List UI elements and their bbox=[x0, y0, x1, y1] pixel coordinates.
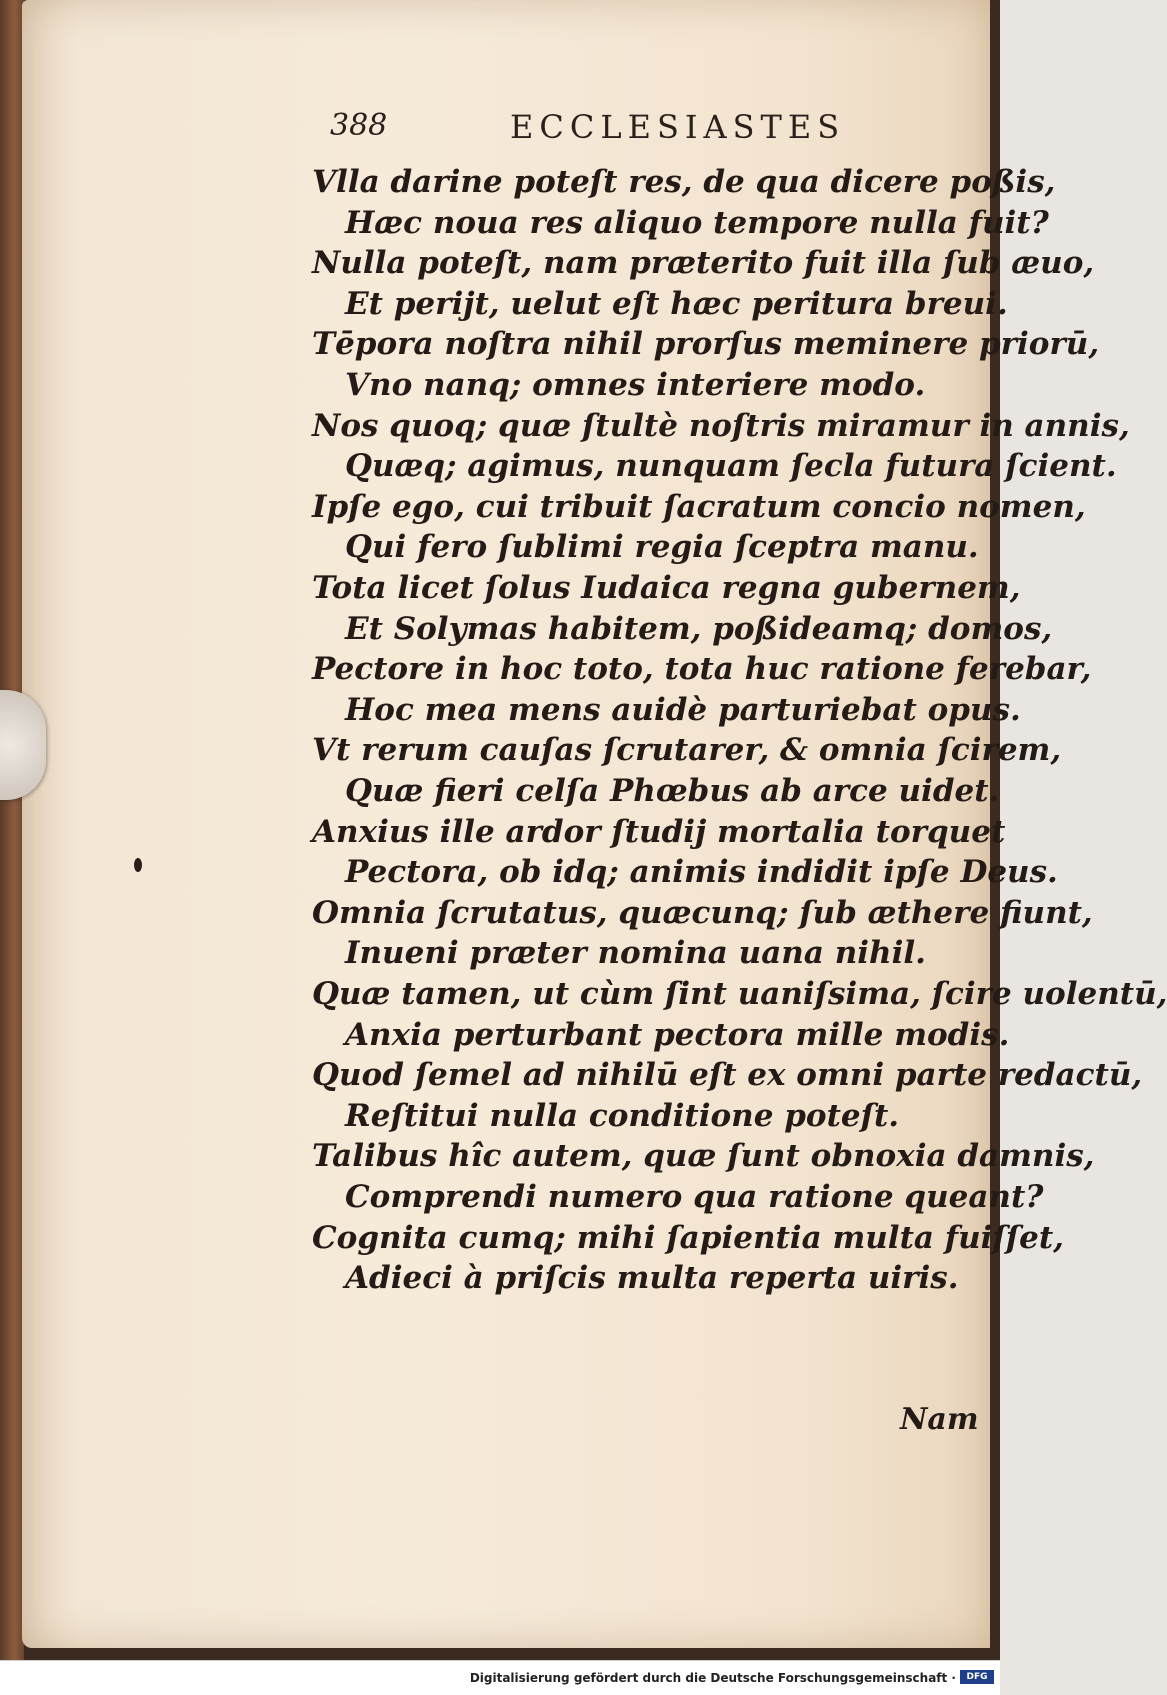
footer-credit: Digitalisierung gefördert durch die Deutsche Forschungsgemeinschaft · bbox=[469, 1671, 956, 1685]
verse-line-indented: Hæc noua res aliquo tempore nulla fuit? bbox=[345, 204, 1049, 241]
catchword: Nam bbox=[900, 1402, 979, 1437]
verse-line: Quæ tamen, ut cùm ſint uaniſsima, ſcire uolentū, bbox=[312, 976, 1167, 1012]
verse-line-indented: Quæ fieri celſa Phœbus ab arce uidet. bbox=[345, 773, 1000, 809]
verse-line: Cognita cumq; mihi ſapientia multa fuiſſet, bbox=[312, 1219, 1064, 1256]
verse-line-indented: Et perijt, uelut eſt hæc peritura breui. bbox=[345, 285, 1008, 322]
verse-line-indented: Qui fero ſublimi regia ſceptra manu. bbox=[345, 529, 979, 566]
verse-line: Tēpora noſtra nihil prorſus meminere priorū, bbox=[312, 326, 1100, 363]
verse-line-indented: Comprendi numero qua ratione queant? bbox=[345, 1179, 1044, 1215]
verse-line: Vlla darine poteſt res, de qua dicere poßis, bbox=[312, 164, 1056, 200]
page-number: 388 bbox=[330, 108, 388, 143]
page-header bbox=[330, 108, 850, 158]
verse-line-indented: Adieci à priſcis multa reperta uiris. bbox=[345, 1260, 959, 1297]
verse-line: Talibus hîc autem, quæ ſunt obnoxia damnis, bbox=[312, 1138, 1095, 1175]
verse-line: Pectore in hoc toto, tota huc ratione ferebar, bbox=[312, 651, 1092, 688]
verse-line: Vt rerum cauſas ſcrutarer, & omnia ſcirem, bbox=[312, 732, 1062, 769]
verse-line: Ipſe ego, cui tribuit ſacratum concio nomen, bbox=[312, 488, 1086, 525]
verse-line: Quod ſemel ad nihilū eſt ex omni parte redactū, bbox=[312, 1057, 1143, 1094]
ink-speck bbox=[134, 858, 142, 872]
verse-line-indented: Reſtitui nulla conditione poteſt. bbox=[345, 1097, 900, 1134]
verse-line-indented: Quæq; agimus, nunquam ſecla futura ſcient. bbox=[345, 448, 1117, 485]
dfg-logo: DFG bbox=[960, 1670, 994, 1684]
verse-line-indented: Et Solymas habitem, poßideamq; domos, bbox=[345, 610, 1053, 647]
verse-line-indented: Vno nanq; omnes interiere modo. bbox=[345, 367, 926, 403]
digitization-footer bbox=[0, 1660, 1000, 1695]
running-title: ECCLESIASTES bbox=[510, 108, 846, 146]
verse-line-indented: Hoc mea mens auidè parturiebat opus. bbox=[345, 691, 1021, 728]
verse-line: Nulla poteſt, nam præterito fuit illa ſub æuo, bbox=[312, 245, 1095, 282]
verse-line: Omnia ſcrutatus, quæcunq; ſub æthere fiunt, bbox=[312, 894, 1093, 931]
verse-line-indented: Anxia perturbant pectora mille modis. bbox=[345, 1016, 1010, 1053]
verse-line: Nos quoq; quæ ſtultè noſtris miramur in annis, bbox=[312, 407, 1130, 444]
verse-line: Tota licet ſolus Iudaica regna gubernem, bbox=[312, 570, 1021, 606]
verse-line-indented: Inueni præter nomina uana nihil. bbox=[345, 935, 926, 972]
book-spine-edge bbox=[0, 0, 24, 1660]
verse-line-indented: Pectora, ob idq; animis indidit ipſe Deus. bbox=[345, 854, 1058, 891]
verse-line: Anxius ille ardor ſtudij mortalia torquet bbox=[312, 813, 1006, 850]
